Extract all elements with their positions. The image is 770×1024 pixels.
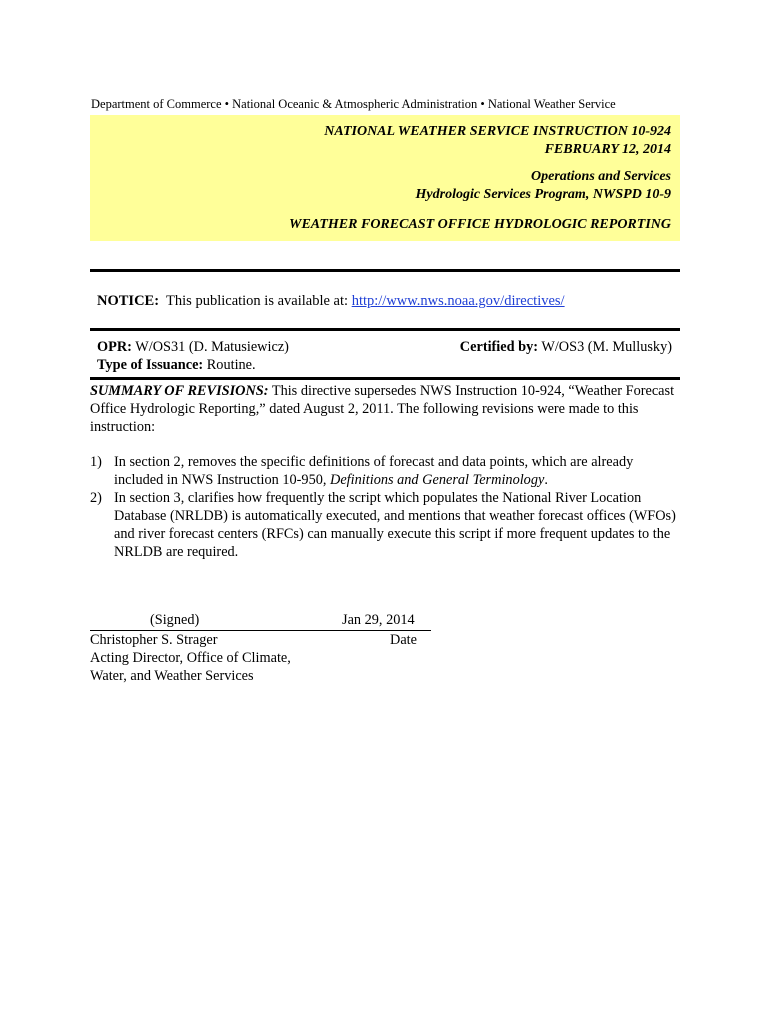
opr-value: W/OS31 (D. Matusiewicz) bbox=[131, 339, 289, 355]
divider-summary bbox=[90, 377, 680, 380]
issuance-value: Routine. bbox=[203, 357, 256, 373]
certified-line bbox=[460, 339, 672, 356]
revision-item bbox=[90, 489, 680, 561]
issuance-label: Type of Issuance: bbox=[97, 357, 204, 373]
revision-number: 2) bbox=[90, 490, 102, 506]
revision-item bbox=[90, 453, 680, 489]
signer-name: Christopher S. Strager bbox=[90, 632, 218, 648]
revision-text: In section 3, clarifies how frequently the script which populates the National River Location Database (NRLDB) is automatically executed, and mentions that weather forecast offices (WFOs) and river forecast centers (RFCs) can manually execute this script if more frequent updates to the NRLDB are required. bbox=[114, 490, 676, 560]
signed-mark: (Signed) bbox=[150, 612, 200, 628]
instruction-program: Hydrologic Services Program, NWSPD 10-9 bbox=[415, 187, 671, 202]
divider-opr bbox=[90, 328, 680, 331]
summary-label: SUMMARY OF REVISIONS: bbox=[90, 383, 269, 399]
date-label: Date bbox=[390, 632, 417, 648]
opr-line bbox=[97, 339, 289, 356]
certified-value: W/OS3 (M. Mullusky) bbox=[538, 339, 672, 355]
signature-date: Jan 29, 2014 bbox=[342, 612, 415, 628]
revision-number: 1) bbox=[90, 454, 102, 470]
summary-text: This directive supersedes NWS Instruction 10-924, “Weather Forecast Office Hydrologic Reporting,” dated August 2, 2011. The following revisions were made to this instruction: bbox=[90, 383, 675, 435]
certified-label: Certified by: bbox=[459, 339, 539, 355]
notice-text: This publication is available at: bbox=[166, 293, 352, 309]
instruction-number: NATIONAL WEATHER SERVICE INSTRUCTION 10-924 bbox=[324, 124, 671, 139]
notice-label: NOTICE: bbox=[97, 293, 160, 309]
issuance-line bbox=[97, 357, 256, 374]
instruction-category: Operations and Services bbox=[531, 169, 671, 184]
revision-text-italic: Definitions and General Terminology bbox=[330, 472, 545, 488]
revision-text: In section 2, removes the specific definitions of forecast and data points, which are already included in NWS Instruction 10-950, bbox=[114, 454, 634, 488]
signature-line bbox=[90, 630, 431, 631]
instruction-title: WEATHER FORECAST OFFICE HYDROLOGIC REPORTING bbox=[289, 217, 671, 232]
signer-title-line2: Water, and Weather Services bbox=[90, 668, 254, 684]
opr-label: OPR: bbox=[97, 339, 132, 355]
department-line: Department of Commerce • National Oceanic & Atmospheric Administration • National Weather Service bbox=[91, 97, 616, 111]
revision-text-end: . bbox=[544, 472, 548, 488]
notice bbox=[97, 293, 565, 310]
signer-title-line1: Acting Director, Office of Climate, bbox=[90, 650, 291, 666]
directives-link[interactable]: http://www.nws.noaa.gov/directives/ bbox=[351, 293, 565, 309]
title-banner bbox=[90, 115, 680, 241]
summary-paragraph bbox=[90, 382, 680, 436]
divider-top bbox=[90, 269, 680, 272]
instruction-date: FEBRUARY 12, 2014 bbox=[544, 142, 671, 157]
